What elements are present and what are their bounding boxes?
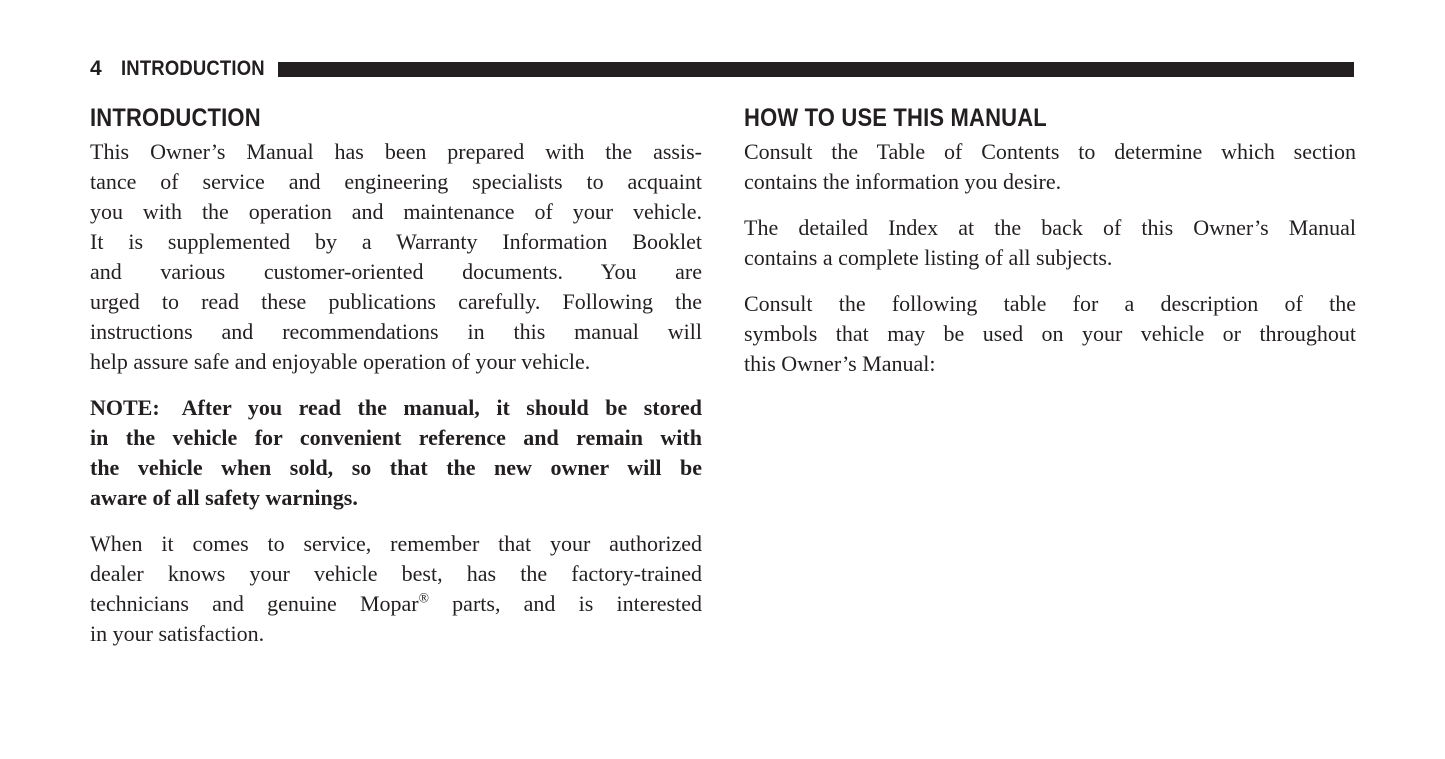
running-header [90, 59, 1445, 79]
text-line: contains the information you desire. [744, 169, 1062, 194]
text-line: the vehicle when sold, so that the new owner will be [90, 455, 702, 480]
text-line: aware of all safety warnings. [90, 485, 358, 510]
text-line: The detailed Index at the back of this Owner’s Manual [744, 215, 1356, 240]
text-line: urged to read these publications carefully. Following the [90, 289, 702, 314]
text-line: NOTE: After you read the manual, it should be stored [90, 395, 702, 420]
text-line: tance of service and engineering specialists to acquaint [90, 169, 702, 194]
running-header-title: INTRODUCTION [120, 57, 265, 80]
left-column-heading: INTRODUCTION [90, 104, 261, 132]
text-line: in the vehicle for convenient reference and remain with [90, 425, 702, 450]
table-of-contents-paragraph [744, 137, 1356, 197]
service-paragraph [90, 529, 702, 649]
page-body [90, 104, 1356, 665]
text-line: contains a complete listing of all subjects. [744, 245, 1113, 270]
text-line: you with the operation and maintenance of your vehicle. [90, 199, 702, 224]
text-line: instructions and recommendations in this manual will [90, 319, 702, 344]
text-line: this Owner’s Manual: [744, 351, 936, 376]
intro-body-paragraph [90, 137, 702, 377]
text-line: in your satisfaction. [90, 621, 265, 646]
text-line: symbols that may be used on your vehicle or throughout [744, 321, 1356, 346]
text-line: technicians and genuine Mopar® parts, and is interested [90, 590, 703, 616]
text-line: It is supplemented by a Warranty Information Booklet [90, 229, 702, 254]
text-line: and various customer-oriented documents. You are [90, 259, 702, 284]
text-line: Consult the following table for a description of the [744, 291, 1356, 316]
right-column-heading: HOW TO USE THIS MANUAL [744, 104, 1047, 132]
left-column [90, 104, 702, 665]
index-paragraph [744, 213, 1356, 273]
page-number: 4 [90, 57, 102, 80]
text-line: help assure safe and enjoyable operation of your vehicle. [90, 349, 591, 374]
text-line: This Owner’s Manual has been prepared with the assis- [90, 139, 702, 164]
header-rule-bar [278, 62, 1354, 77]
text-line: When it comes to service, remember that your authorized [90, 531, 702, 556]
text-line: Consult the Table of Contents to determine which section [744, 139, 1356, 164]
registered-trademark-symbol: ® [418, 590, 429, 606]
note-paragraph [90, 393, 702, 513]
right-column [744, 104, 1356, 665]
text-line: dealer knows your vehicle best, has the factory-trained [90, 561, 702, 586]
symbols-paragraph [744, 289, 1356, 379]
